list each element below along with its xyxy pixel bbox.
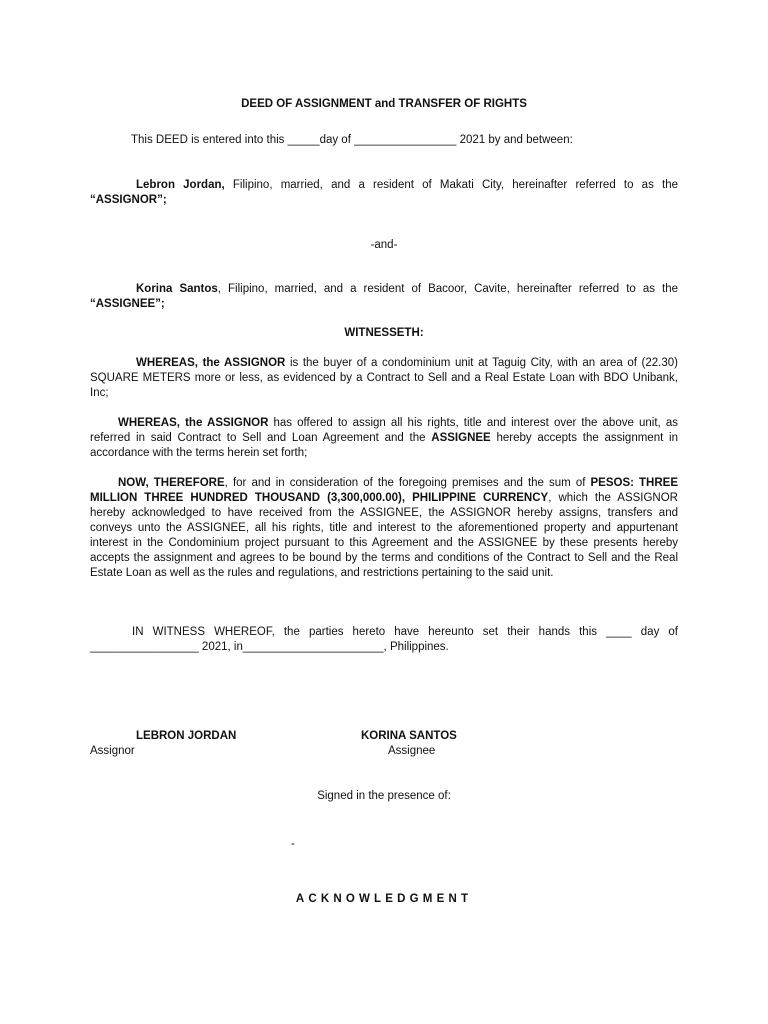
document-title: DEED OF ASSIGNMENT and TRANSFER OF RIGHTS bbox=[241, 98, 527, 110]
assignor-name: Lebron Jordan, bbox=[136, 179, 225, 191]
now-therefore-paragraph bbox=[90, 476, 678, 581]
assignee-name: Korina Santos bbox=[136, 283, 218, 295]
whereas-paragraph-2 bbox=[90, 416, 678, 461]
whereas1-text: is the buyer of a condominium unit at Taguig City, with an area of (22.30) SQUARE METERS more or less, as evidenced by a Contract to Sell and a Real Estate Loan with BDO Unibank, Inc; bbox=[90, 357, 678, 399]
witnesseth-heading: WITNESSETH: bbox=[344, 327, 424, 339]
intro-line: This DEED is entered into this _____day of ________________ 2021 by and between: bbox=[131, 134, 573, 146]
whereas2-lead: WHEREAS, the ASSIGNOR bbox=[118, 417, 269, 429]
assignor-paragraph bbox=[90, 178, 678, 208]
assignee-paragraph bbox=[90, 282, 678, 312]
whereas-paragraph-1 bbox=[90, 356, 678, 401]
assignee-text: , Filipino, married, and a resident of Bacoor, Cavite, hereinafter referred to as the bbox=[217, 283, 678, 295]
assignee-signatory-name: KORINA SANTOS bbox=[361, 730, 457, 742]
assignor-text: Filipino, married, and a resident of Makati City, hereinafter referred to as the bbox=[224, 179, 678, 191]
acknowledgment-heading: ACKNOWLEDGMENT bbox=[295, 893, 473, 905]
assignee-signatory-role: Assignee bbox=[388, 745, 436, 757]
witness-whereof-paragraph: IN WITNESS WHEREOF, the parties hereto have hereunto set their hands this ____ day of _________________ 2021, in______________________, Philippines. bbox=[90, 626, 678, 653]
signed-in-presence: Signed in the presence of: bbox=[317, 790, 451, 802]
and-separator: -and- bbox=[370, 239, 398, 251]
whereas2-text-2: hereby accepts the assignment in accordance with the terms herein set forth; bbox=[90, 432, 678, 459]
now-text-1: , for and in consideration of the foregoing premises and the sum of bbox=[224, 477, 591, 489]
whereas1-lead: WHEREAS, the ASSIGNOR bbox=[136, 357, 286, 369]
now-lead: NOW, THEREFORE bbox=[118, 477, 225, 489]
assignor-role: “ASSIGNOR”; bbox=[90, 194, 167, 206]
assignee-role: “ASSIGNEE”; bbox=[90, 298, 165, 310]
now-amount: PESOS: THREE MILLION THREE HUNDRED THOUSAND (3,300,000.00), PHILIPPINE CURRENCY bbox=[90, 477, 678, 504]
assignor-signatory-name: LEBRON JORDAN bbox=[136, 730, 237, 742]
whereas2-text-1: has offered to assign all his rights, title and interest over the above unit, as referred in said Contract to Sell and Loan Agreement and the bbox=[90, 417, 678, 444]
assignor-signatory-role: Assignor bbox=[90, 745, 135, 757]
whereas2-assignee: ASSIGNEE bbox=[431, 432, 491, 444]
now-text-2: , which the ASSIGNOR hereby acknowledged to have received from the ASSIGNEE, the ASSIGNOR hereby assigns, transfers and conveys unto the ASSIGNEE, all his rights, title and interest to the aforementioned property and appurtenant interest in the Condominium project pursuant to this Agreement and the ASSIGNEE by these presents hereby accepts the assignment and agrees to be bound by the terms and conditions of the Contract to Sell and the Real Estate Loan as well as the rules and regulations, and restrictions pertaining to the said unit. bbox=[90, 492, 678, 579]
witness-dash: - bbox=[291, 838, 295, 850]
